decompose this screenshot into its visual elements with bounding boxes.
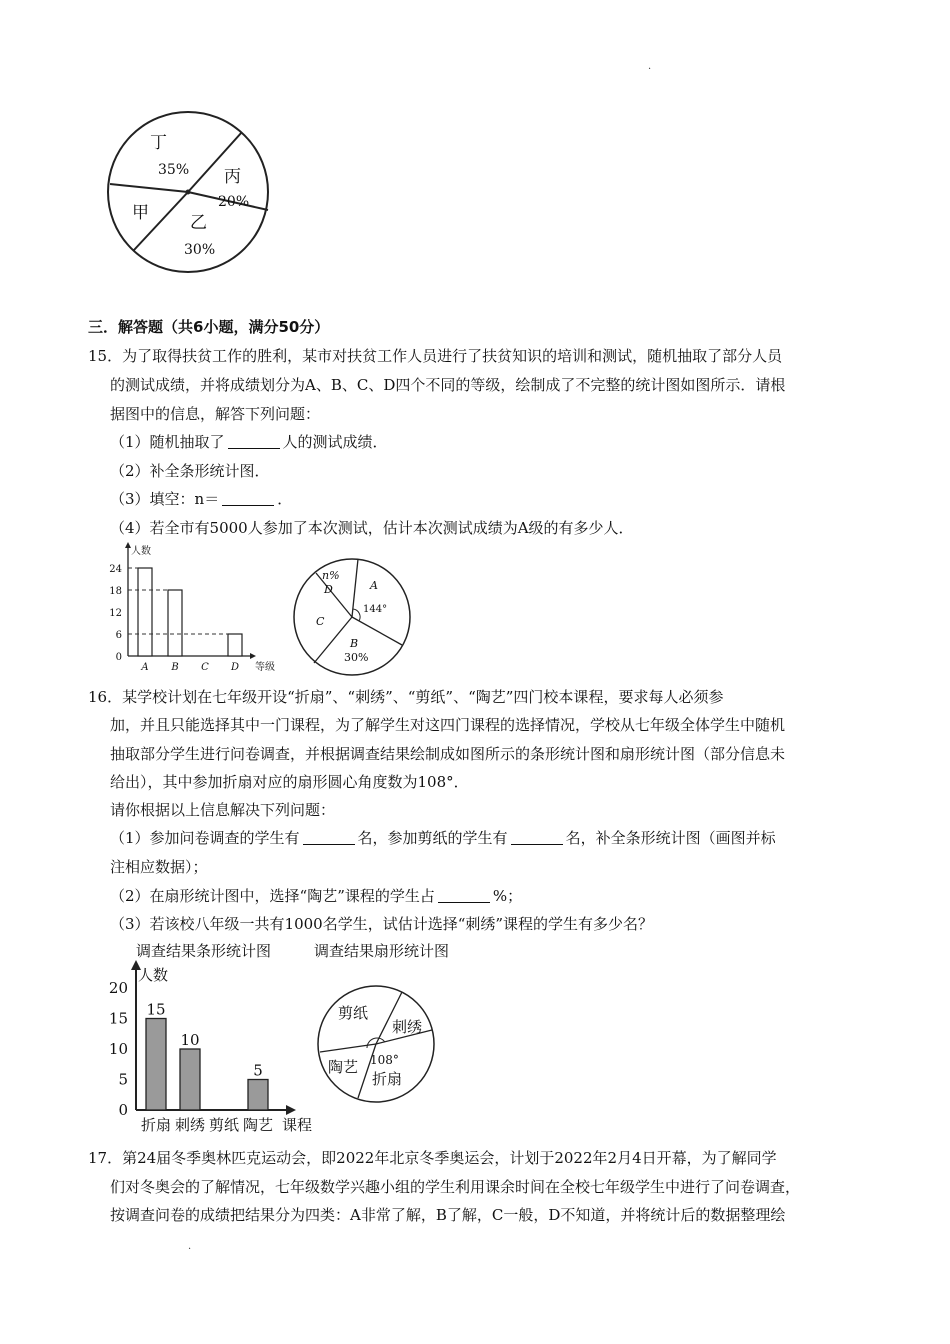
pie-chart-1 xyxy=(100,100,280,280)
q15-sub1 xyxy=(110,428,388,457)
q15-pie-chart xyxy=(290,555,420,680)
q16-data-label-折扇: 15 xyxy=(146,1000,166,1019)
q16-sub1-cont: 注相应数据）； xyxy=(110,858,208,876)
q15-pie-label-b: B xyxy=(350,637,359,650)
q16-sub1-b: 名，参加剪纸的学生有 xyxy=(357,829,508,847)
q16-sub2-a: （2）在扇形统计图中，选择“陶艺”课程的学生占 xyxy=(110,887,435,905)
q16-pie-label-108: 108° xyxy=(370,1053,399,1067)
q15-x-label: 等级 xyxy=(255,662,275,673)
q15-bar-chart-plot xyxy=(109,542,275,673)
q15-sub1-a: （1）随机抽取了 xyxy=(110,433,225,451)
q16-bar-刺绣 xyxy=(180,1049,200,1110)
section-title: 三．解答题（共6小题，满分50分） xyxy=(88,318,330,336)
q15-pie-label-144: 144° xyxy=(363,604,388,615)
page-dot-bottom: · xyxy=(188,1244,192,1255)
q16-bar-陶艺 xyxy=(248,1080,268,1111)
q15-x-tick-A: A xyxy=(141,662,149,673)
q16-x-tick-剪纸: 剪纸 xyxy=(208,1116,240,1134)
q15-blank-n[interactable] xyxy=(222,489,274,506)
q15-y-tick-18: 18 xyxy=(109,586,122,597)
q16-blank-total[interactable] xyxy=(303,828,355,845)
page-dot-top: · xyxy=(648,64,652,75)
q16-line3: 抽取部分学生进行问卷调查，并根据调查结果绘制成如图所示的条形统计图和扇形统计图（部分信息未 xyxy=(110,745,786,763)
pie1-pct-ding: 35% xyxy=(158,162,190,178)
pie1-pct-yi: 30% xyxy=(184,242,216,258)
pie1-label-jia: 甲 xyxy=(132,203,149,223)
q16-pie-caption: 调查结果扇形统计图 xyxy=(314,942,450,960)
q15-pie-label-n: n% xyxy=(322,569,340,582)
q15-line2: 的测试成绩，并将成绩划分为A、B、C、D四个不同的等级，绘制成了不完整的统计图如图所示．请根 xyxy=(110,376,786,394)
q16-pie-chart xyxy=(310,980,440,1110)
q16-data-label-陶艺: 5 xyxy=(253,1061,263,1080)
q15-y-tick-12: 12 xyxy=(109,608,122,619)
q15-line1: 15．为了取得扶贫工作的胜利，某市对扶贫工作人员进行了扶贫知识的培训和测试，随机抽取了部分人员 xyxy=(88,347,783,365)
q15-sub3-a: （3）填空：n＝ xyxy=(110,490,220,508)
q16-y-tick-0: 0 xyxy=(118,1101,128,1119)
q16-pie-label-cixiu: 刺绣 xyxy=(392,1018,423,1036)
q16-pie-label-taoyi: 陶艺 xyxy=(328,1058,359,1076)
q16-y-tick-5: 5 xyxy=(118,1070,128,1089)
q16-y-tick-10: 10 xyxy=(108,1040,128,1058)
q16-line4: 给出），其中参加折扇对应的扇形圆心角度数为108°． xyxy=(110,773,469,791)
q15-pie-divider-a-b xyxy=(352,617,402,645)
q16-line2: 加，并且只能选择其中一门课程，为了解学生对这四门课程的选择情况，学校从七年级全体学生中随机 xyxy=(110,716,786,734)
q15-pie-divider-d-a xyxy=(352,559,358,617)
q16-x-tick-陶艺: 陶艺 xyxy=(242,1116,274,1134)
q15-sub3 xyxy=(110,485,292,514)
q16-bar-折扇 xyxy=(146,1019,166,1111)
q15-y-tick-24: 24 xyxy=(109,564,122,575)
pie1-divider-jia-ding xyxy=(110,184,188,192)
q15-x-tick-C: C xyxy=(201,662,209,673)
q16-line1: 16．某学校计划在七年级开设“折扇”、“刺绣”、“剪纸”、“陶艺”四门校本课程，要求每人必须参 xyxy=(88,688,724,706)
pie1-label-bing: 丙 xyxy=(224,167,241,187)
q16-sub1-a: （1）参加问卷调查的学生有 xyxy=(110,829,300,847)
q16-sub3: （3）若该校八年级一共有1000名学生，试估计选择“刺绣”课程的学生有多少名？ xyxy=(110,915,654,933)
q16-blank-jianzhi[interactable] xyxy=(511,828,563,845)
q16-x-axis-arrow xyxy=(286,1105,296,1115)
q15-bar-D xyxy=(228,634,242,656)
q17-line3: 按调查问卷的成绩把结果分为四类：A非常了解，B了解，C一般，D不知道，并将统计后的数据整理绘 xyxy=(110,1206,786,1224)
pie1-center xyxy=(186,190,191,195)
q15-bar-B xyxy=(168,590,182,656)
q15-x-axis-arrow xyxy=(250,653,256,659)
q15-y-tick-6: 6 xyxy=(115,630,122,641)
pie1-label-yi: 乙 xyxy=(190,213,207,233)
q17-line1: 17．第24届冬季奥林匹克运动会，即2022年北京冬季奥运会，计划于2022年2月4日开幕，为了解同学 xyxy=(88,1149,777,1167)
q15-x-tick-B: B xyxy=(171,662,179,673)
q16-y-label: 人数 xyxy=(138,966,169,984)
pie1-label-ding: 丁 xyxy=(150,133,167,153)
q15-x-tick-D: D xyxy=(230,662,240,673)
q15-sub2: （2）补全条形统计图． xyxy=(110,462,270,480)
q15-line3: 据图中的信息，解答下列问题： xyxy=(110,405,321,423)
q16-bar-chart-plot xyxy=(109,960,312,1134)
q16-bar-caption: 调查结果条形统计图 xyxy=(136,942,272,960)
q16-sub2 xyxy=(110,882,522,911)
q15-pie-label-30: 30% xyxy=(344,651,369,664)
q15-pie-label-a: A xyxy=(370,579,378,592)
q15-sub1-b: 人的测试成绩． xyxy=(282,433,388,451)
q15-pie-label-c: C xyxy=(316,615,325,628)
q16-sub1 xyxy=(110,824,776,853)
q16-sub2-b: %； xyxy=(492,887,523,905)
q15-y-tick-0: 0 xyxy=(115,652,122,663)
q16-x-label: 课程 xyxy=(282,1116,313,1134)
q16-pie-label-jianzhi: 剪纸 xyxy=(338,1004,369,1022)
q16-sub1-c: 名，补全条形统计图（画图并标 xyxy=(565,829,776,847)
q16-x-tick-折扇: 折扇 xyxy=(140,1116,172,1134)
q17-line2: 们对冬奥会的了解情况，七年级数学兴趣小组的学生利用课余时间在全校七年级学生中进行了问卷调查， xyxy=(110,1178,801,1196)
q15-bar-chart xyxy=(100,540,290,675)
q15-blank-1[interactable] xyxy=(228,432,280,449)
q16-blank-taoyi[interactable] xyxy=(438,886,490,903)
q16-x-tick-刺绣: 刺绣 xyxy=(174,1116,206,1134)
q15-pie-label-d: D xyxy=(324,583,333,596)
q15-y-label: 人数 xyxy=(131,546,151,557)
pie1-pct-bing: 20% xyxy=(218,194,250,210)
q16-y-tick-20: 20 xyxy=(108,979,128,997)
q16-pie-label-zheshan: 折扇 xyxy=(372,1070,403,1088)
q15-sub4: （4）若全市有5000人参加了本次测试，估计本次测试成绩为A级的有多少人． xyxy=(110,519,634,537)
q15-bar-A xyxy=(138,568,152,656)
q16-line5: 请你根据以上信息解决下列问题： xyxy=(110,801,336,819)
q15-sub3-b: ． xyxy=(277,490,293,508)
q16-y-tick-15: 15 xyxy=(108,1009,128,1028)
q16-data-label-刺绣: 10 xyxy=(180,1031,200,1049)
